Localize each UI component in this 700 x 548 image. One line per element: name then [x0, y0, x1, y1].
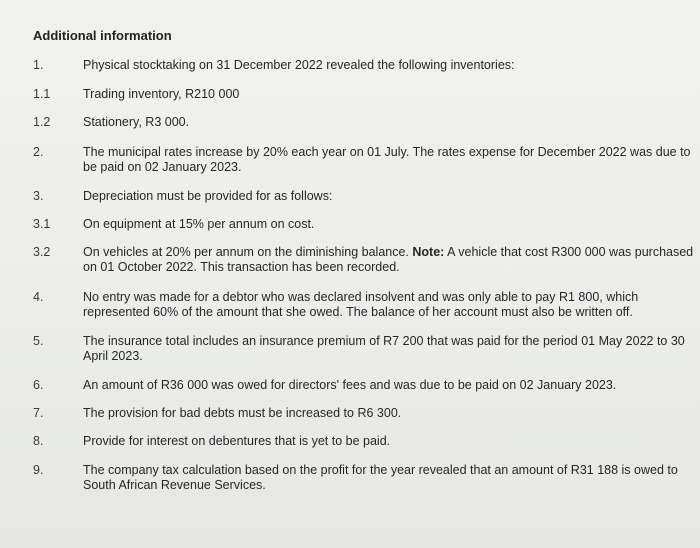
item-text: No entry was made for a debtor who was declared insolvent and was only able to pay R1 800, which represented 60% of the amount that she owed. The balance of her account must also be written off. [83, 290, 639, 319]
item-number: 8. [33, 434, 44, 448]
item-text-end: A vehicle that cost R300 000 was purchased on 01 October 2022. This transaction has been recorded. [83, 245, 694, 274]
item-number: 6. [33, 378, 44, 392]
item-number: 1.1 [33, 87, 51, 101]
item-number: 3.2 [33, 245, 51, 259]
item-number: 1.2 [33, 115, 51, 129]
item-text: Provide for interest on debentures that is yet to be paid. [83, 434, 391, 448]
item-text [83, 245, 695, 275]
item-text: An amount of R36 000 was owed for directors' fees and was due to be paid on 02 January 2023. [83, 378, 617, 392]
item-text: The company tax calculation based on the profit for the year revealed that an amount of R31 188 is owed to South African Revenue Services. [83, 463, 678, 492]
item-text: Trading inventory, R210 000 [83, 87, 240, 101]
page-heading: Additional information [33, 28, 172, 43]
note-label: Note: [412, 245, 445, 259]
item-text: The insurance total includes an insurance premium of R7 200 that was paid for the period 01 May 2022 to 30 April 2023. [83, 334, 685, 363]
item-text: On equipment at 15% per annum on cost. [83, 217, 315, 231]
item-text: Stationery, R3 000. [83, 115, 190, 129]
item-text-start: On vehicles at 20% per annum on the diminishing balance. [83, 245, 409, 259]
item-text: The provision for bad debts must be increased to R6 300. [83, 406, 402, 420]
item-number: 3. [33, 189, 44, 203]
item-number: 4. [33, 290, 44, 304]
item-text: Depreciation must be provided for as follows: [83, 189, 333, 203]
item-number: 3.1 [33, 217, 51, 231]
item-number: 7. [33, 406, 44, 420]
item-text: The municipal rates increase by 20% each year on 01 July. The rates expense for December 2022 was due to be paid on 02 January 2023. [83, 145, 691, 174]
item-number: 1. [33, 58, 44, 72]
item-number: 2. [33, 145, 44, 159]
item-text: Physical stocktaking on 31 December 2022 revealed the following inventories: [83, 58, 515, 72]
item-number: 5. [33, 334, 44, 348]
item-number: 9. [33, 463, 44, 477]
